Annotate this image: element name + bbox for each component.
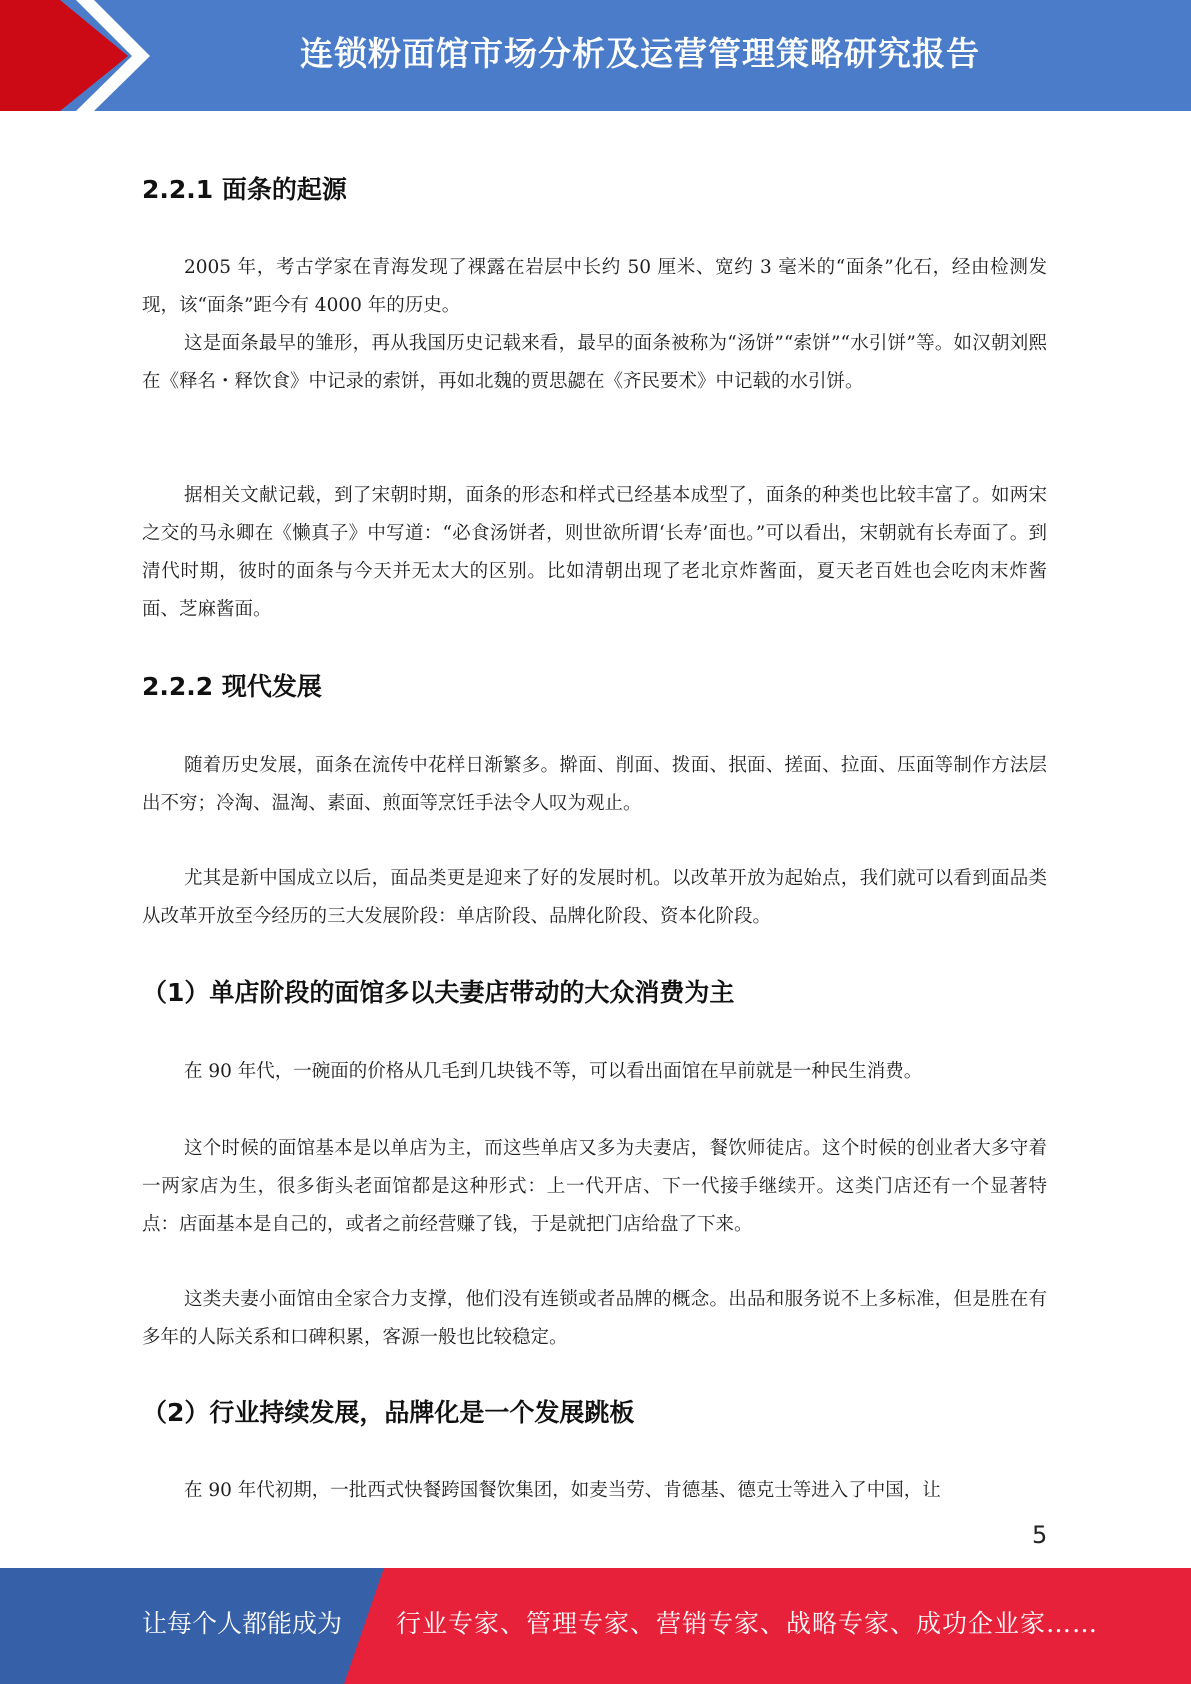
paragraph: 这个时候的面馆基本是以单店为主，而这些单店又多为夫妻店，餐饮师徒店。这个时候的创业者大多守着一两家店为生，很多街头老面馆都是这种形式：上一代开店、下一代接手继续开。这类门店还有一个显著特点：店面基本是自己的，或者之前经营赚了钱，于是就把门店给盘了下来。 (142, 1138, 1047, 1235)
paragraph: 据相关文献记载，到了宋朝时期，面条的形态和样式已经基本成型了，面条的种类也比较丰富了。如两宋之交的马永卿在《懒真子》中写道：“必食汤饼者，则世欲所谓‘长寿’面也。”可以看出，宋朝就有长寿面了。到清代时期，彼时的面条与今天并无太大的区别。比如清朝出现了老北京炸酱面，夏天老百姓也会吃肉末炸酱面、芝麻酱面。 (142, 485, 1047, 620)
subsection-heading-1: （1）单店阶段的面馆多以夫妻店带动的大众消费为主 (142, 978, 735, 1007)
paragraph: 随着历史发展，面条在流传中花样日渐繁多。擀面、削面、拨面、抿面、搓面、拉面、压面等制作方法层出不穷；冷淘、温淘、素面、煎面等烹饪手法令人叹为观止。 (142, 755, 1047, 814)
paragraph: 在 90 年代，一碗面的价格从几毛到几块钱不等，可以看出面馆在早前就是一种民生消费。 (184, 1061, 923, 1082)
paragraph: 在 90 年代初期，一批西式快餐跨国餐饮集团，如麦当劳、肯德基、德克士等进入了中国，让 (184, 1480, 941, 1501)
page-header (0, 0, 1191, 111)
section-heading-2-2-1: 2.2.1 面条的起源 (142, 175, 347, 204)
footer-slogan-left: 让每个人都能成为 (142, 1609, 343, 1638)
paragraph: 2005 年，考古学家在青海发现了裸露在岩层中长约 50 厘米、宽约 3 毫米的“面条”化石，经由检测发现，该“面条”距今有 4000 年的历史。 (142, 257, 1047, 316)
paragraph: 这是面条最早的雏形，再从我国历史记载来看，最早的面条被称为“汤饼”“索饼”“水引饼”等。如汉朝刘熙在《释名・释饮食》中记录的索饼，再如北魏的贾思勰在《齐民要术》中记载的水引饼。 (142, 333, 1047, 392)
section-heading-2-2-2: 2.2.2 现代发展 (142, 672, 322, 701)
paragraph: 尤其是新中国成立以后，面品类更是迎来了好的发展时机。以改革开放为起始点，我们就可以看到面品类从改革开放至今经历的三大发展阶段：单店阶段、品牌化阶段、资本化阶段。 (142, 868, 1047, 927)
subsection-heading-2: （2）行业持续发展，品牌化是一个发展跳板 (142, 1398, 635, 1427)
page-footer (0, 1568, 1191, 1684)
paragraph: 这类夫妻小面馆由全家合力支撑，他们没有连锁或者品牌的概念。出品和服务说不上多标准，但是胜在有多年的人际关系和口碑积累，客源一般也比较稳定。 (142, 1289, 1047, 1348)
report-title: 连锁粉面馆市场分析及运营管理策略研究报告 (300, 34, 980, 73)
footer-slogan-right: 行业专家、管理专家、营销专家、战略专家、成功企业家…… (396, 1609, 1099, 1638)
page-number: 5 (1032, 1521, 1048, 1549)
